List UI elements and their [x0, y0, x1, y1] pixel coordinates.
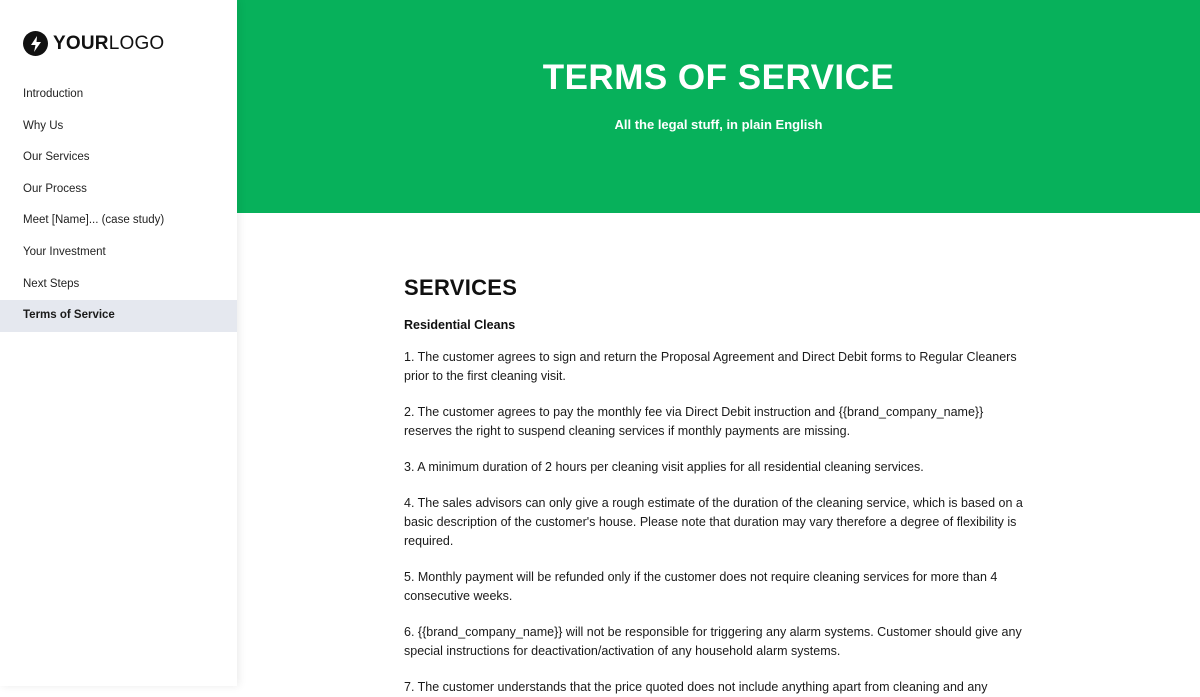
sidebar-nav — [0, 79, 237, 332]
sidebar-item-case-study[interactable]: Meet [Name]... (case study) — [23, 214, 165, 227]
sidebar-item-why-us[interactable]: Why Us — [23, 119, 64, 132]
clause-4: 4. The sales advisors can only give a rough estimate of the duration of the cleaning service, which is based on a basic description of the customer's house. Please note that duration may vary therefore a degree of flexibility is required. — [404, 496, 1023, 548]
terms-content — [404, 275, 1034, 697]
sidebar-item-introduction[interactable]: Introduction — [23, 88, 84, 100]
page-title: TERMS OF SERVICE — [542, 58, 895, 97]
clause-6: 6. {{brand_company_name}} will not be responsible for triggering any alarm systems. Customer should give any special instructions for deactivation/activation of any household alarm systems. — [404, 625, 1022, 658]
clause-1: 1. The customer agrees to sign and return the Proposal Agreement and Direct Debit forms to Regular Cleaners prior to the first cleaning visit. — [404, 350, 1017, 383]
hero-banner — [237, 0, 1200, 213]
subsection-title: Residential Cleans — [404, 318, 516, 332]
clause-3: 3. A minimum duration of 2 hours per cleaning visit applies for all residential cleaning services. — [404, 460, 924, 474]
logo[interactable] — [23, 31, 164, 56]
logo-text: YOURLOGO — [53, 32, 165, 54]
section-title: SERVICES — [404, 275, 518, 300]
sidebar-item-your-investment[interactable]: Your Investment — [23, 245, 106, 258]
sidebar-item-next-steps[interactable]: Next Steps — [23, 277, 80, 290]
sidebar-item-our-process[interactable]: Our Process — [23, 182, 87, 195]
clause-5: 5. Monthly payment will be refunded only if the customer does not require cleaning services for more than 4 consecutive weeks. — [404, 570, 998, 603]
sidebar-item-our-services[interactable]: Our Services — [23, 151, 90, 164]
clause-2: 2. The customer agrees to pay the monthly fee via Direct Debit instruction and {{brand_company_name}} reserves the right to suspend cleaning services if monthly payments are missing. — [404, 405, 984, 438]
clause-7: 7. The customer understands that the price quoted does not include anything apart from cleaning and any — [404, 680, 988, 694]
sidebar — [0, 0, 237, 686]
page-subtitle: All the legal stuff, in plain English — [614, 117, 823, 132]
lightning-bolt-icon — [23, 31, 48, 56]
sidebar-item-terms-of-service[interactable]: Terms of Service — [0, 300, 237, 332]
